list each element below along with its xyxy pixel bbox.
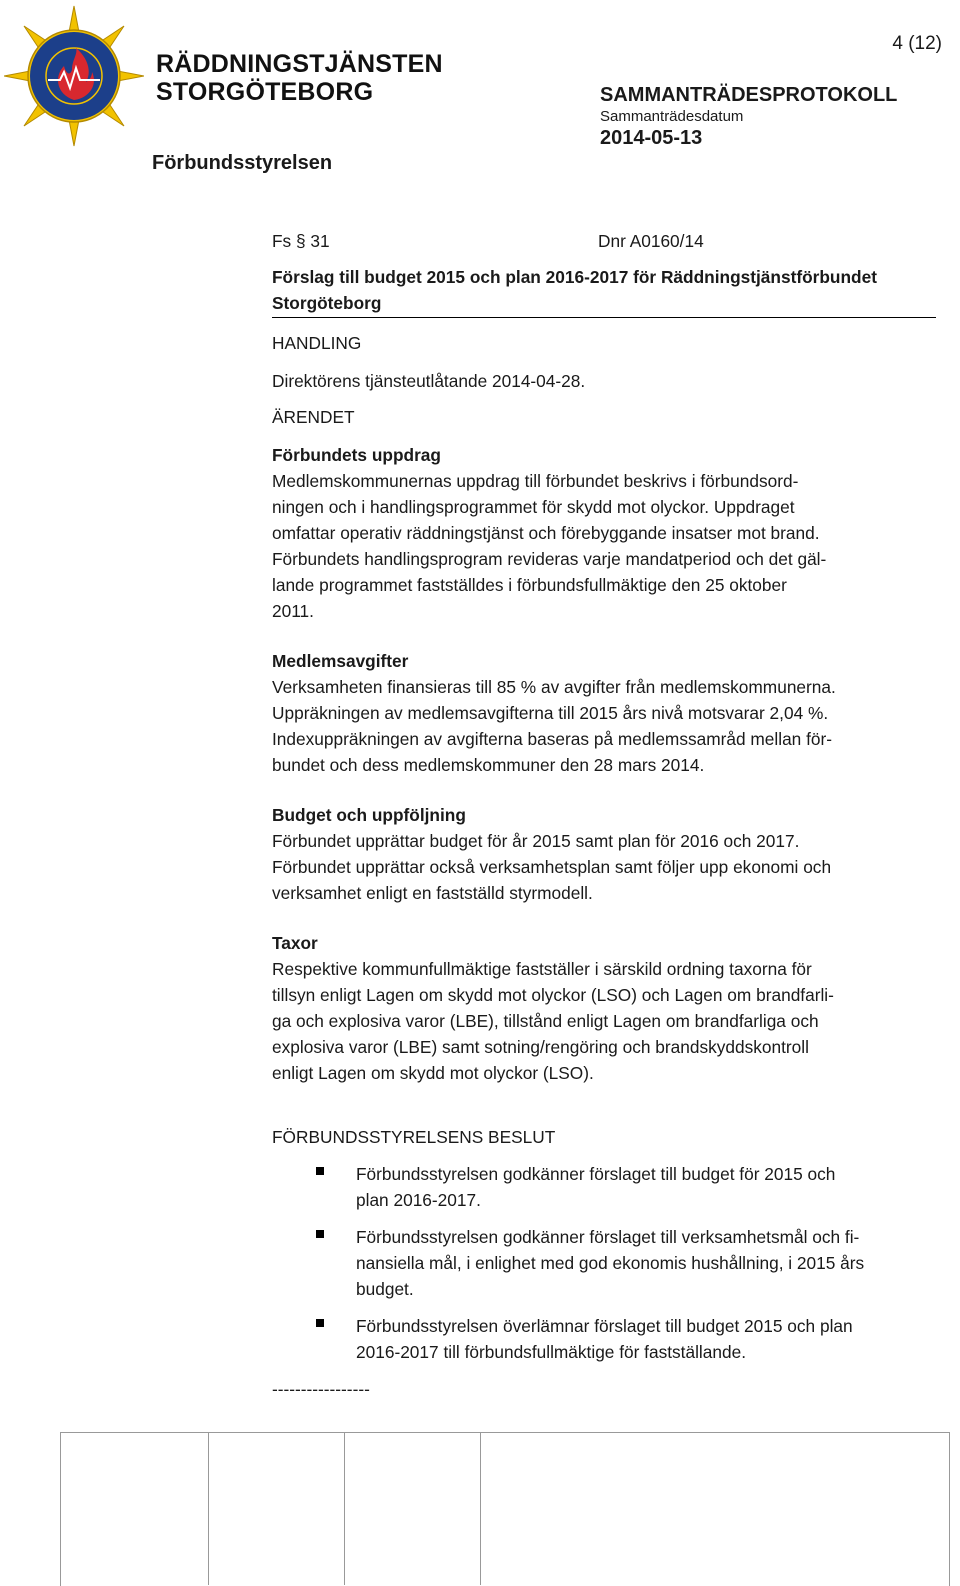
avgifter-line: Uppräkningen av medlemsavgifterna till 2015 års nivå motsvarar 2,04 %.: [272, 703, 829, 723]
signature-cell-divider: [480, 1432, 481, 1585]
decision-line: plan 2016-2017.: [356, 1190, 481, 1210]
uppdrag-line: omfattar operativ räddningstjänst och förebyggande insatser mot brand.: [272, 523, 820, 543]
budget-line: Förbundet upprättar också verksamhetsplan samt följer upp ekonomi och: [272, 857, 832, 877]
protocol-title: SAMMANTRÄDESPROTOKOLL: [600, 84, 898, 106]
arende-heading: ÄRENDET: [272, 407, 355, 427]
taxor-line: ga och explosiva varor (LBE), tillstånd enligt Lagen om brandfarliga och: [272, 1011, 819, 1031]
uppdrag-line: Förbundets handlingsprogram revideras varje mandatperiod och det gäl-: [272, 549, 827, 569]
signature-cell-divider: [208, 1432, 209, 1585]
brand-line-1: RÄDDNINGSTJÄNSTEN: [156, 50, 443, 78]
item-title-line-2: Storgöteborg: [272, 293, 382, 313]
uppdrag-line: lande programmet fastställdes i förbundsfullmäktige den 25 oktober: [272, 575, 787, 595]
taxor-line: tillsyn enligt Lagen om skydd mot olyckor (LSO) och Lagen om brandfarli-: [272, 985, 834, 1005]
avgifter-heading: Medlemsavgifter: [272, 651, 409, 671]
decision-line: Förbundsstyrelsen godkänner förslaget till budget för 2015 och: [356, 1164, 836, 1184]
uppdrag-line: ningen och i handlingsprogrammet för skydd mot olyckor. Uppdraget: [272, 497, 795, 517]
title-underline: [272, 317, 936, 318]
rescue-service-emblem-icon: [4, 4, 144, 150]
bullet-icon: [316, 1167, 324, 1175]
signature-table: [60, 1432, 950, 1586]
meeting-date-label: Sammanträdesdatum: [600, 108, 744, 125]
uppdrag-line: 2011.: [272, 601, 314, 621]
handling-text: Direktörens tjänsteutlåtande 2014-04-28.: [272, 371, 586, 391]
budget-heading: Budget och uppföljning: [272, 805, 466, 825]
bullet-icon: [316, 1319, 324, 1327]
decision-line: Förbundsstyrelsen överlämnar förslaget till budget 2015 och plan: [356, 1316, 853, 1336]
signature-cell-divider: [344, 1432, 345, 1585]
taxor-heading: Taxor: [272, 933, 318, 953]
avgifter-line: bundet och dess medlemskommuner den 28 mars 2014.: [272, 755, 705, 775]
decision-line: budget.: [356, 1279, 414, 1299]
brand-line-2: STORGÖTEBORG: [156, 78, 374, 106]
budget-line: verksamhet enligt en fastställd styrmodell.: [272, 883, 593, 903]
budget-line: Förbundet upprättar budget för år 2015 samt plan för 2016 och 2017.: [272, 831, 800, 851]
organization-name: Förbundsstyrelsen: [152, 152, 333, 174]
decision-line: 2016-2017 till förbundsfullmäktige för fastställande.: [356, 1342, 747, 1362]
taxor-line: Respektive kommunfullmäktige fastställer i särskild ordning taxorna för: [272, 959, 812, 979]
uppdrag-line: Medlemskommunernas uppdrag till förbundet beskrivs i förbundsord-: [272, 471, 799, 491]
beslut-heading: FÖRBUNDSSTYRELSENS BESLUT: [272, 1127, 556, 1147]
decision-line: nansiella mål, i enlighet med god ekonomis hushållning, i 2015 års: [356, 1253, 865, 1273]
meeting-date-value: 2014-05-13: [600, 127, 703, 149]
paragraph-ref: Fs § 31: [272, 231, 330, 251]
avgifter-line: Verksamheten finansieras till 85 % av avgifter från medlemskommunerna.: [272, 677, 836, 697]
handling-heading: HANDLING: [272, 333, 362, 353]
taxor-line: explosiva varor (LBE) samt sotning/rengöring och brandskyddskontroll: [272, 1037, 809, 1057]
uppdrag-heading: Förbundets uppdrag: [272, 445, 441, 465]
taxor-line: enligt Lagen om skydd mot olyckor (LSO).: [272, 1063, 594, 1083]
dnr: Dnr A0160/14: [598, 231, 704, 251]
bullet-icon: [316, 1230, 324, 1238]
decision-line: Förbundsstyrelsen godkänner förslaget till verksamhetsmål och fi-: [356, 1227, 860, 1247]
avgifter-line: Indexuppräkningen av avgifterna baseras på medlemssamråd mellan för-: [272, 729, 833, 749]
separator-dashes: -----------------: [272, 1379, 370, 1399]
item-title-line-1: Förslag till budget 2015 och plan 2016-2017 för Räddningstjänstförbundet: [272, 267, 877, 287]
brand-logotype: [156, 50, 443, 106]
page-number: 4 (12): [892, 33, 942, 54]
